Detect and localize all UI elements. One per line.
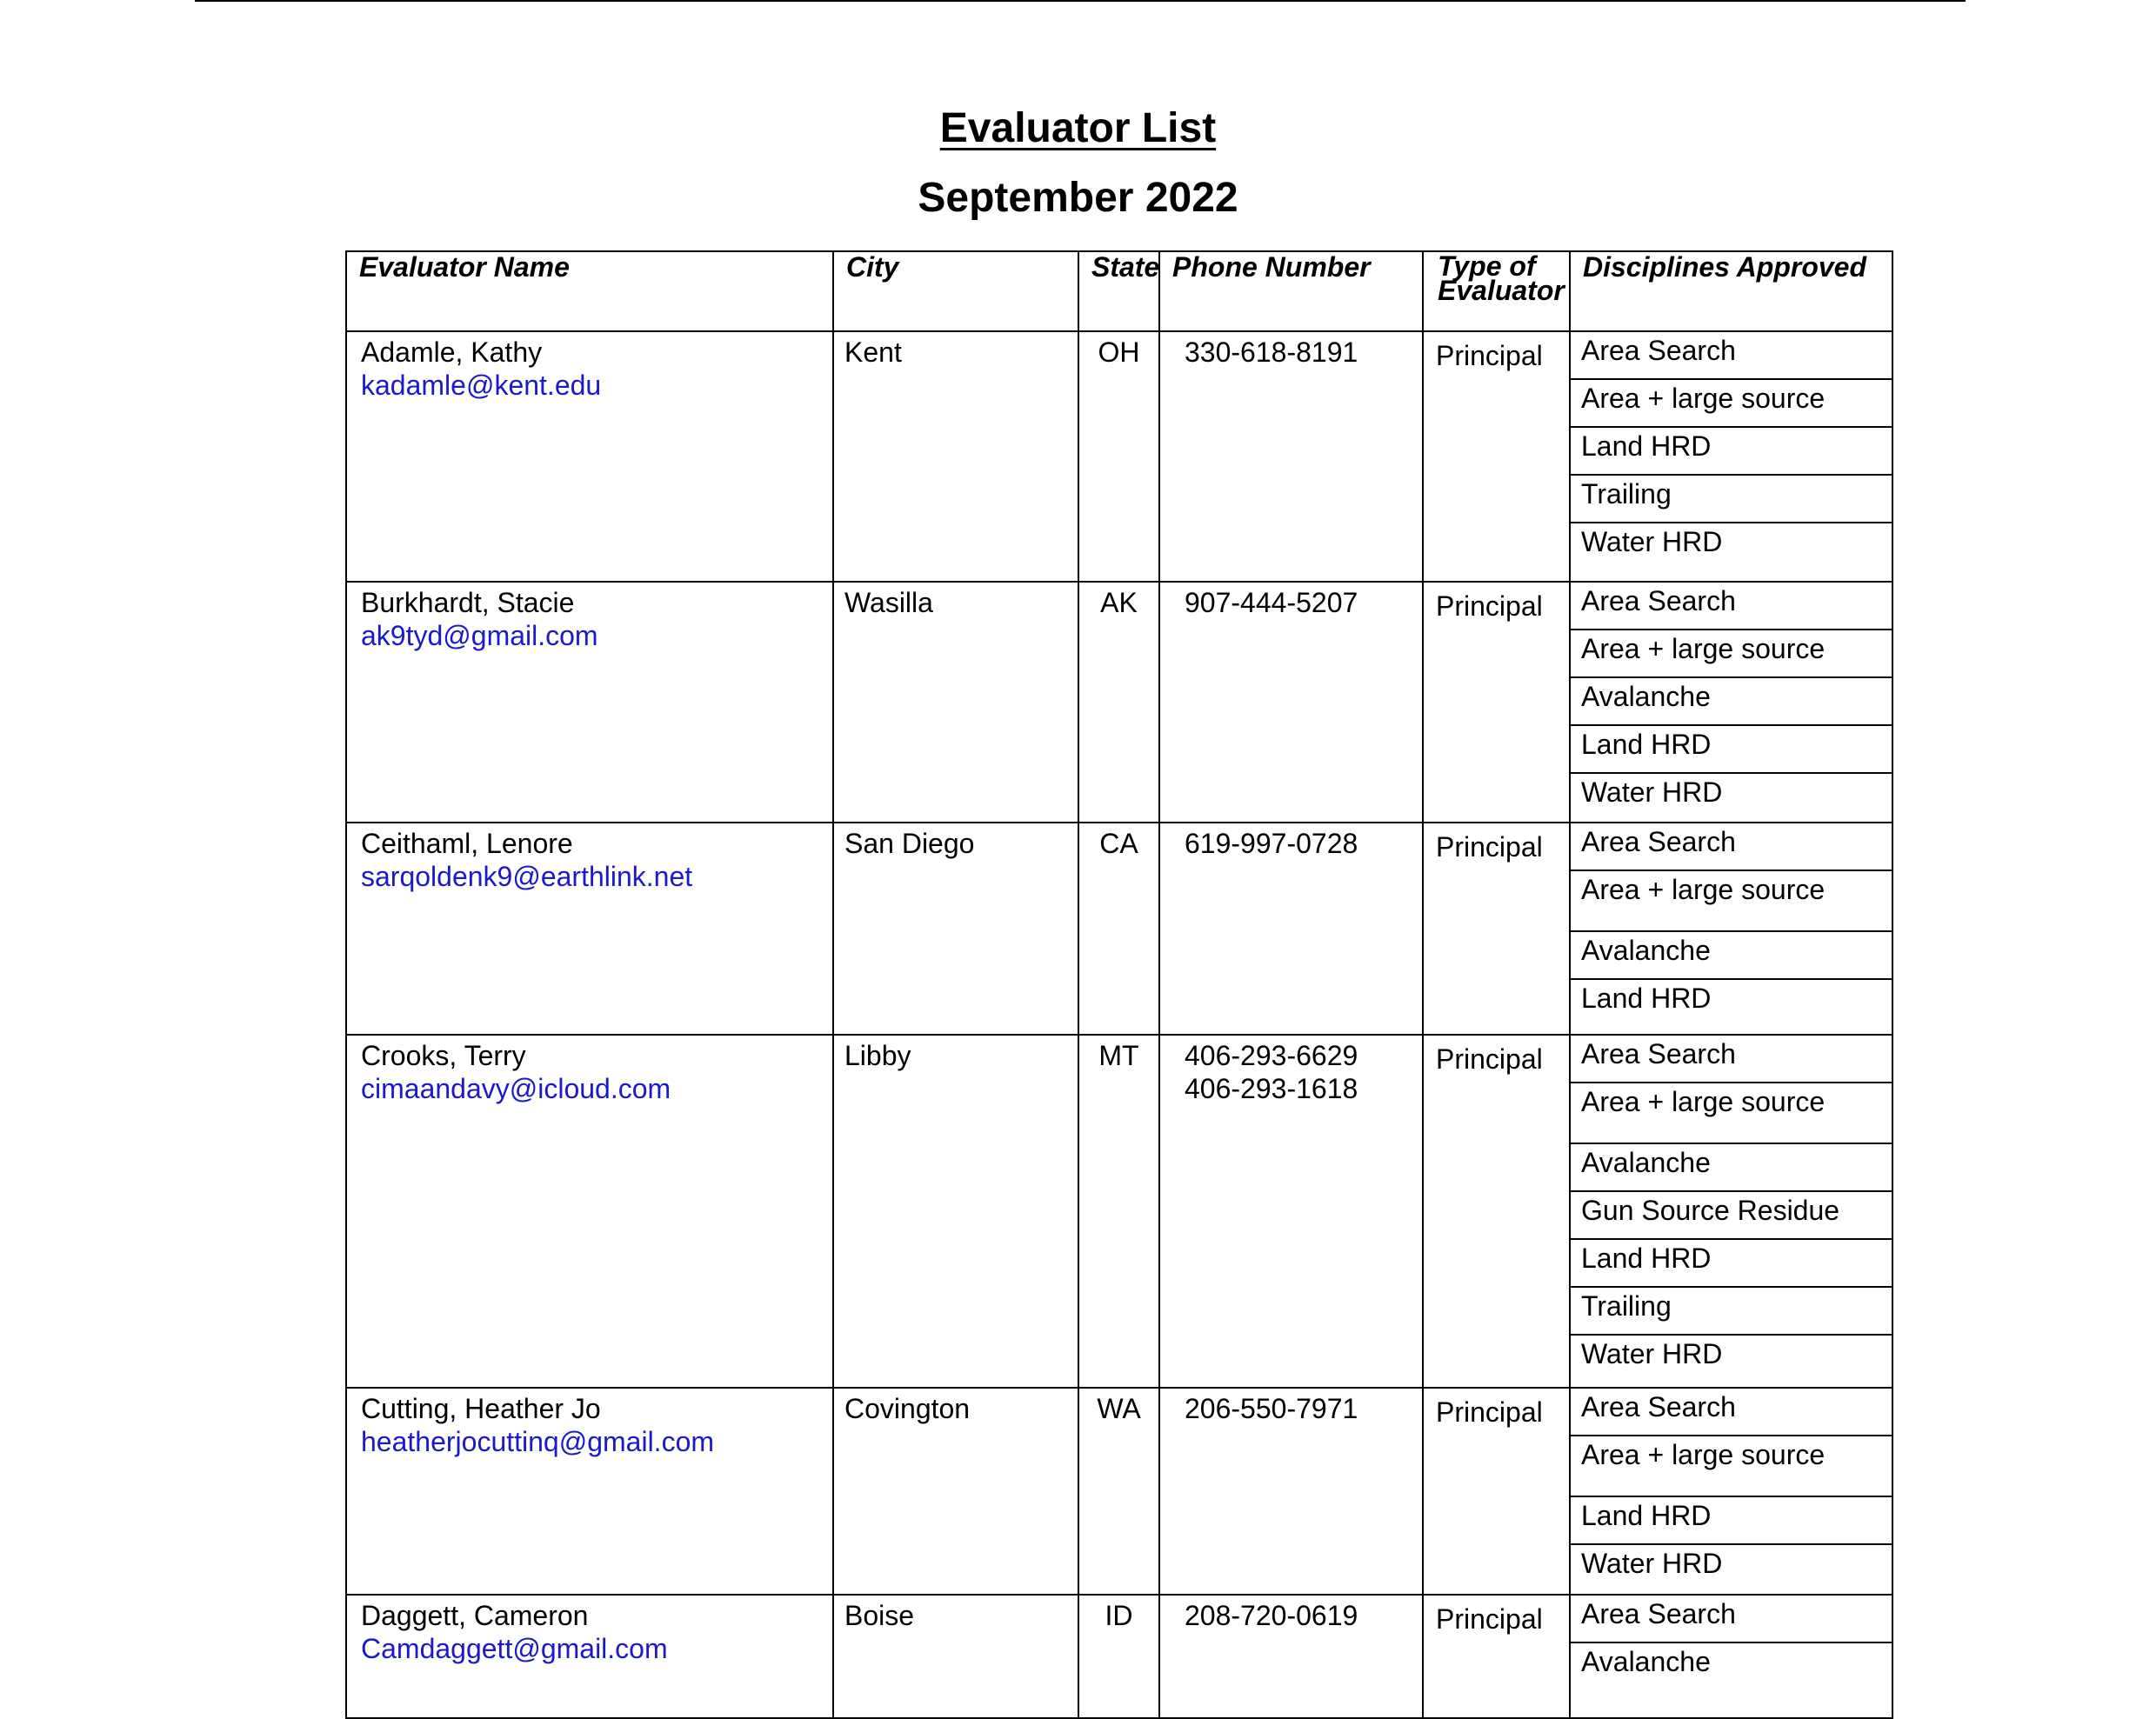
discipline-item: Water HRD [1581, 1548, 1723, 1579]
document-subtitle: September 2022 [918, 175, 1238, 221]
discipline-item: Area + large source [1571, 871, 1892, 932]
evaluator-name-cell [346, 1388, 833, 1595]
disciplines-cell [1570, 331, 1892, 582]
evaluator-name-cell [346, 1035, 833, 1388]
discipline-item: Trailing [1571, 476, 1892, 523]
discipline-item: Avalanche [1571, 678, 1892, 726]
header-phone-number: Phone Number [1159, 251, 1423, 331]
disciplines-cell [1570, 1035, 1892, 1388]
state-cell: AK [1078, 582, 1159, 823]
disciplines-cell [1570, 823, 1892, 1035]
discipline-item: Avalanche [1571, 1144, 1892, 1192]
disciplines-list [1571, 1036, 1892, 1383]
discipline-item: Water HRD [1581, 526, 1723, 557]
table-row [346, 331, 1892, 582]
disciplines-cell [1570, 1595, 1892, 1718]
evaluator-type-cell: Principal [1423, 1035, 1570, 1388]
discipline-item: Area + large source [1571, 1083, 1892, 1144]
phone-number: 907-444-5207 [1185, 587, 1358, 618]
discipline-item: Area Search [1571, 1036, 1892, 1083]
phone-cell [1159, 1595, 1423, 1718]
phone-number: 330-618-8191 [1185, 336, 1358, 368]
discipline-item: Water HRD [1581, 1338, 1723, 1369]
header-state: State [1078, 251, 1159, 331]
discipline-item: Area + large source [1571, 380, 1892, 428]
state-cell: ID [1078, 1595, 1159, 1718]
disciplines-list [1571, 583, 1892, 822]
city-cell: Boise [833, 1595, 1078, 1718]
phone-number: 406-293-1618 [1185, 1073, 1358, 1104]
evaluator-email-link[interactable]: heatherjocuttinq@gmail.com [361, 1426, 715, 1457]
table-header-row [346, 251, 1892, 331]
evaluator-name-cell [346, 582, 833, 823]
evaluator-name: Burkhardt, Stacie [361, 587, 575, 618]
discipline-item: Land HRD [1571, 1240, 1892, 1288]
discipline-item: Area Search [1571, 583, 1892, 630]
evaluator-name: Daggett, Cameron [361, 1600, 589, 1631]
discipline-item: Land HRD [1571, 428, 1892, 476]
document-title: Evaluator List [939, 105, 1217, 151]
city-cell: Covington [833, 1388, 1078, 1595]
discipline-item: Land HRD [1571, 726, 1892, 774]
discipline-item: Gun Source Residue [1571, 1192, 1892, 1240]
phone-number: 406-293-6629 [1185, 1040, 1358, 1071]
header-type-of-evaluator: Type of Evaluator [1423, 251, 1570, 331]
header-disciplines-approved: Disciplines Approved [1570, 251, 1892, 331]
evaluator-email-link[interactable]: kadamle@kent.edu [361, 370, 602, 401]
evaluator-table-wrapper [345, 250, 1892, 1677]
city-cell: San Diego [833, 823, 1078, 1035]
phone-cell [1159, 1388, 1423, 1595]
disciplines-list [1571, 823, 1892, 1028]
table-row [346, 582, 1892, 823]
discipline-item: Avalanche [1581, 1646, 1711, 1677]
top-rule [195, 0, 1966, 2]
disciplines-list [1571, 1389, 1892, 1593]
evaluator-name: Crooks, Terry [361, 1040, 526, 1071]
city-cell: Wasilla [833, 582, 1078, 823]
disciplines-list [1571, 1596, 1892, 1691]
table-row [346, 823, 1892, 1035]
table-row [346, 1388, 1892, 1595]
evaluator-table [345, 250, 1893, 1719]
discipline-item: Avalanche [1571, 932, 1892, 980]
discipline-item: Area Search [1571, 1596, 1892, 1643]
evaluator-email-link[interactable]: Camdaggett@gmail.com [361, 1633, 668, 1664]
phone-number: 619-997-0728 [1185, 828, 1358, 859]
discipline-item: Land HRD [1581, 983, 1712, 1014]
state-cell: WA [1078, 1388, 1159, 1595]
evaluator-type-cell: Principal [1423, 823, 1570, 1035]
table-row [346, 1595, 1892, 1718]
discipline-item: Area Search [1571, 332, 1892, 380]
disciplines-list [1571, 332, 1892, 571]
discipline-item: Area Search [1571, 823, 1892, 871]
disciplines-cell [1570, 582, 1892, 823]
evaluator-name-cell [346, 823, 833, 1035]
phone-cell [1159, 582, 1423, 823]
evaluator-name: Cutting, Heather Jo [361, 1393, 601, 1424]
state-cell: OH [1078, 331, 1159, 582]
header-city: City [833, 251, 1078, 331]
evaluator-type-cell: Principal [1423, 1595, 1570, 1718]
city-cell: Kent [833, 331, 1078, 582]
evaluator-name-cell [346, 331, 833, 582]
discipline-item: Land HRD [1571, 1497, 1892, 1545]
evaluator-name: Ceithaml, Lenore [361, 828, 573, 859]
evaluator-type-cell: Principal [1423, 1388, 1570, 1595]
evaluator-email-link[interactable]: ak9tyd@gmail.com [361, 620, 598, 651]
phone-cell [1159, 1035, 1423, 1388]
disciplines-cell [1570, 1388, 1892, 1595]
evaluator-email-link[interactable]: sarqoldenk9@earthlink.net [361, 861, 693, 892]
discipline-item: Trailing [1571, 1288, 1892, 1336]
discipline-item: Area + large source [1571, 1436, 1892, 1497]
discipline-item: Water HRD [1581, 776, 1723, 808]
header-evaluator-name: Evaluator Name [346, 251, 833, 331]
evaluator-email-link[interactable]: cimaandavy@icloud.com [361, 1073, 671, 1104]
evaluator-name-cell [346, 1595, 833, 1718]
discipline-item: Area Search [1571, 1389, 1892, 1436]
discipline-item: Area + large source [1571, 630, 1892, 678]
evaluator-name: Adamle, Kathy [361, 336, 543, 368]
phone-number: 208-720-0619 [1185, 1600, 1358, 1631]
city-cell: Libby [833, 1035, 1078, 1388]
phone-cell [1159, 331, 1423, 582]
evaluator-type-cell: Principal [1423, 582, 1570, 823]
evaluator-type-cell: Principal [1423, 331, 1570, 582]
state-cell: CA [1078, 823, 1159, 1035]
phone-number: 206-550-7971 [1185, 1393, 1358, 1424]
state-cell: MT [1078, 1035, 1159, 1388]
table-row [346, 1035, 1892, 1388]
phone-cell [1159, 823, 1423, 1035]
